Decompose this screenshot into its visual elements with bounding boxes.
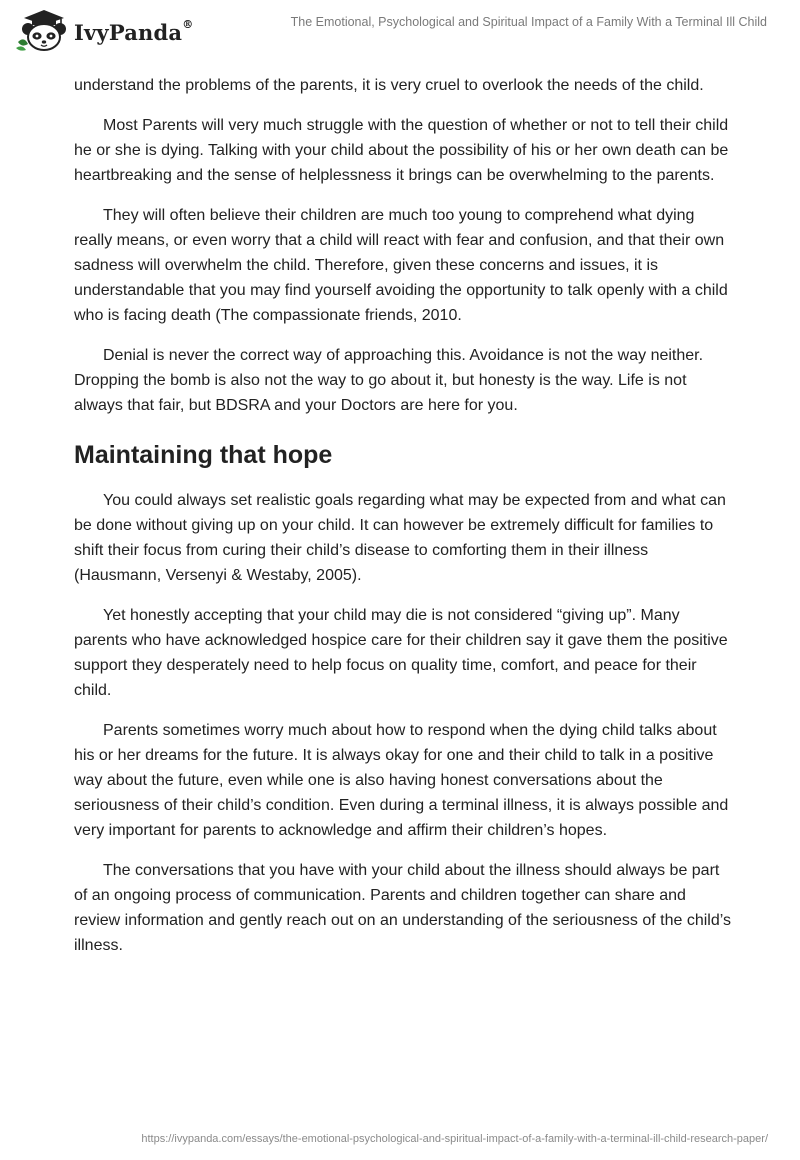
section-heading: Maintaining that hope <box>74 441 333 469</box>
paragraph: The conversations that you have with your child about the illness should always be part of an ongoing process of communication. Parents and children together can share and review information and gently reach out on an understanding of the seriousness of the child’s illness. <box>74 862 731 954</box>
paragraph: understand the problems of the parents, it is very cruel to overlook the needs of the child. <box>74 77 704 94</box>
paragraph: Denial is never the correct way of approaching this. Avoidance is not the way neither. Dropping the bomb is also not the way to go about it, but honesty is the way. Life is not always that fair, but BDSRA and your Doctors are here for you. <box>74 347 704 414</box>
essay-body <box>74 73 734 973</box>
document-title: The Emotional, Psychological and Spiritual Impact of a Family With a Terminal Ill Child <box>290 15 767 29</box>
paragraph: They will often believe their children are much too young to comprehend what dying really means, or even worry that a child will react with fear and confusion, and that their own sadness will overwhelm the child. Therefore, given these concerns and issues, it is understandable that you may find yourself avoiding the opportunity to talk openly with a child who is facing death (The compassionate friends, 2010. <box>74 207 728 324</box>
paragraph: Most Parents will very much struggle with the question of whether or not to tell their child he or she is dying. Talking with your child about the possibility of his or her own death can be heartbreaking and the sense of helplessness it brings can be overwhelming to the parents. <box>74 117 729 184</box>
panda-graduate-icon <box>14 8 70 52</box>
source-url[interactable]: https://ivypanda.com/essays/the-emotional-psychological-and-spiritual-impact-of-a-family-with-a-terminal-ill-child-research-paper/ <box>141 1133 768 1145</box>
paragraph: You could always set realistic goals regarding what may be expected from and what can be done without giving up on your child. It can however be extremely difficult for families to shift their focus from curing their child’s disease to comforting them in their illness (Hausmann, Versenyi & Westaby, 2005). <box>74 492 726 584</box>
brand-logo[interactable] <box>14 8 193 52</box>
paragraph: Yet honestly accepting that your child may die is not considered “giving up”. Many parents who have acknowledged hospice care for their children say it gave them the positive support they desperately need to help focus on quality time, comfort, and peace for their child. <box>74 607 728 699</box>
page-header <box>0 0 800 60</box>
paragraph: Parents sometimes worry much about how to respond when the dying child talks about his or her dreams for the future. It is always okay for one and their child to talk in a positive way about the future, even while one is also having honest conversations about the seriousness of their child’s condition. Even during a terminal illness, it is always possible and very important for parents to acknowledge and affirm their children’s hopes. <box>74 722 729 839</box>
brand-name: IvyPanda® <box>74 17 194 45</box>
